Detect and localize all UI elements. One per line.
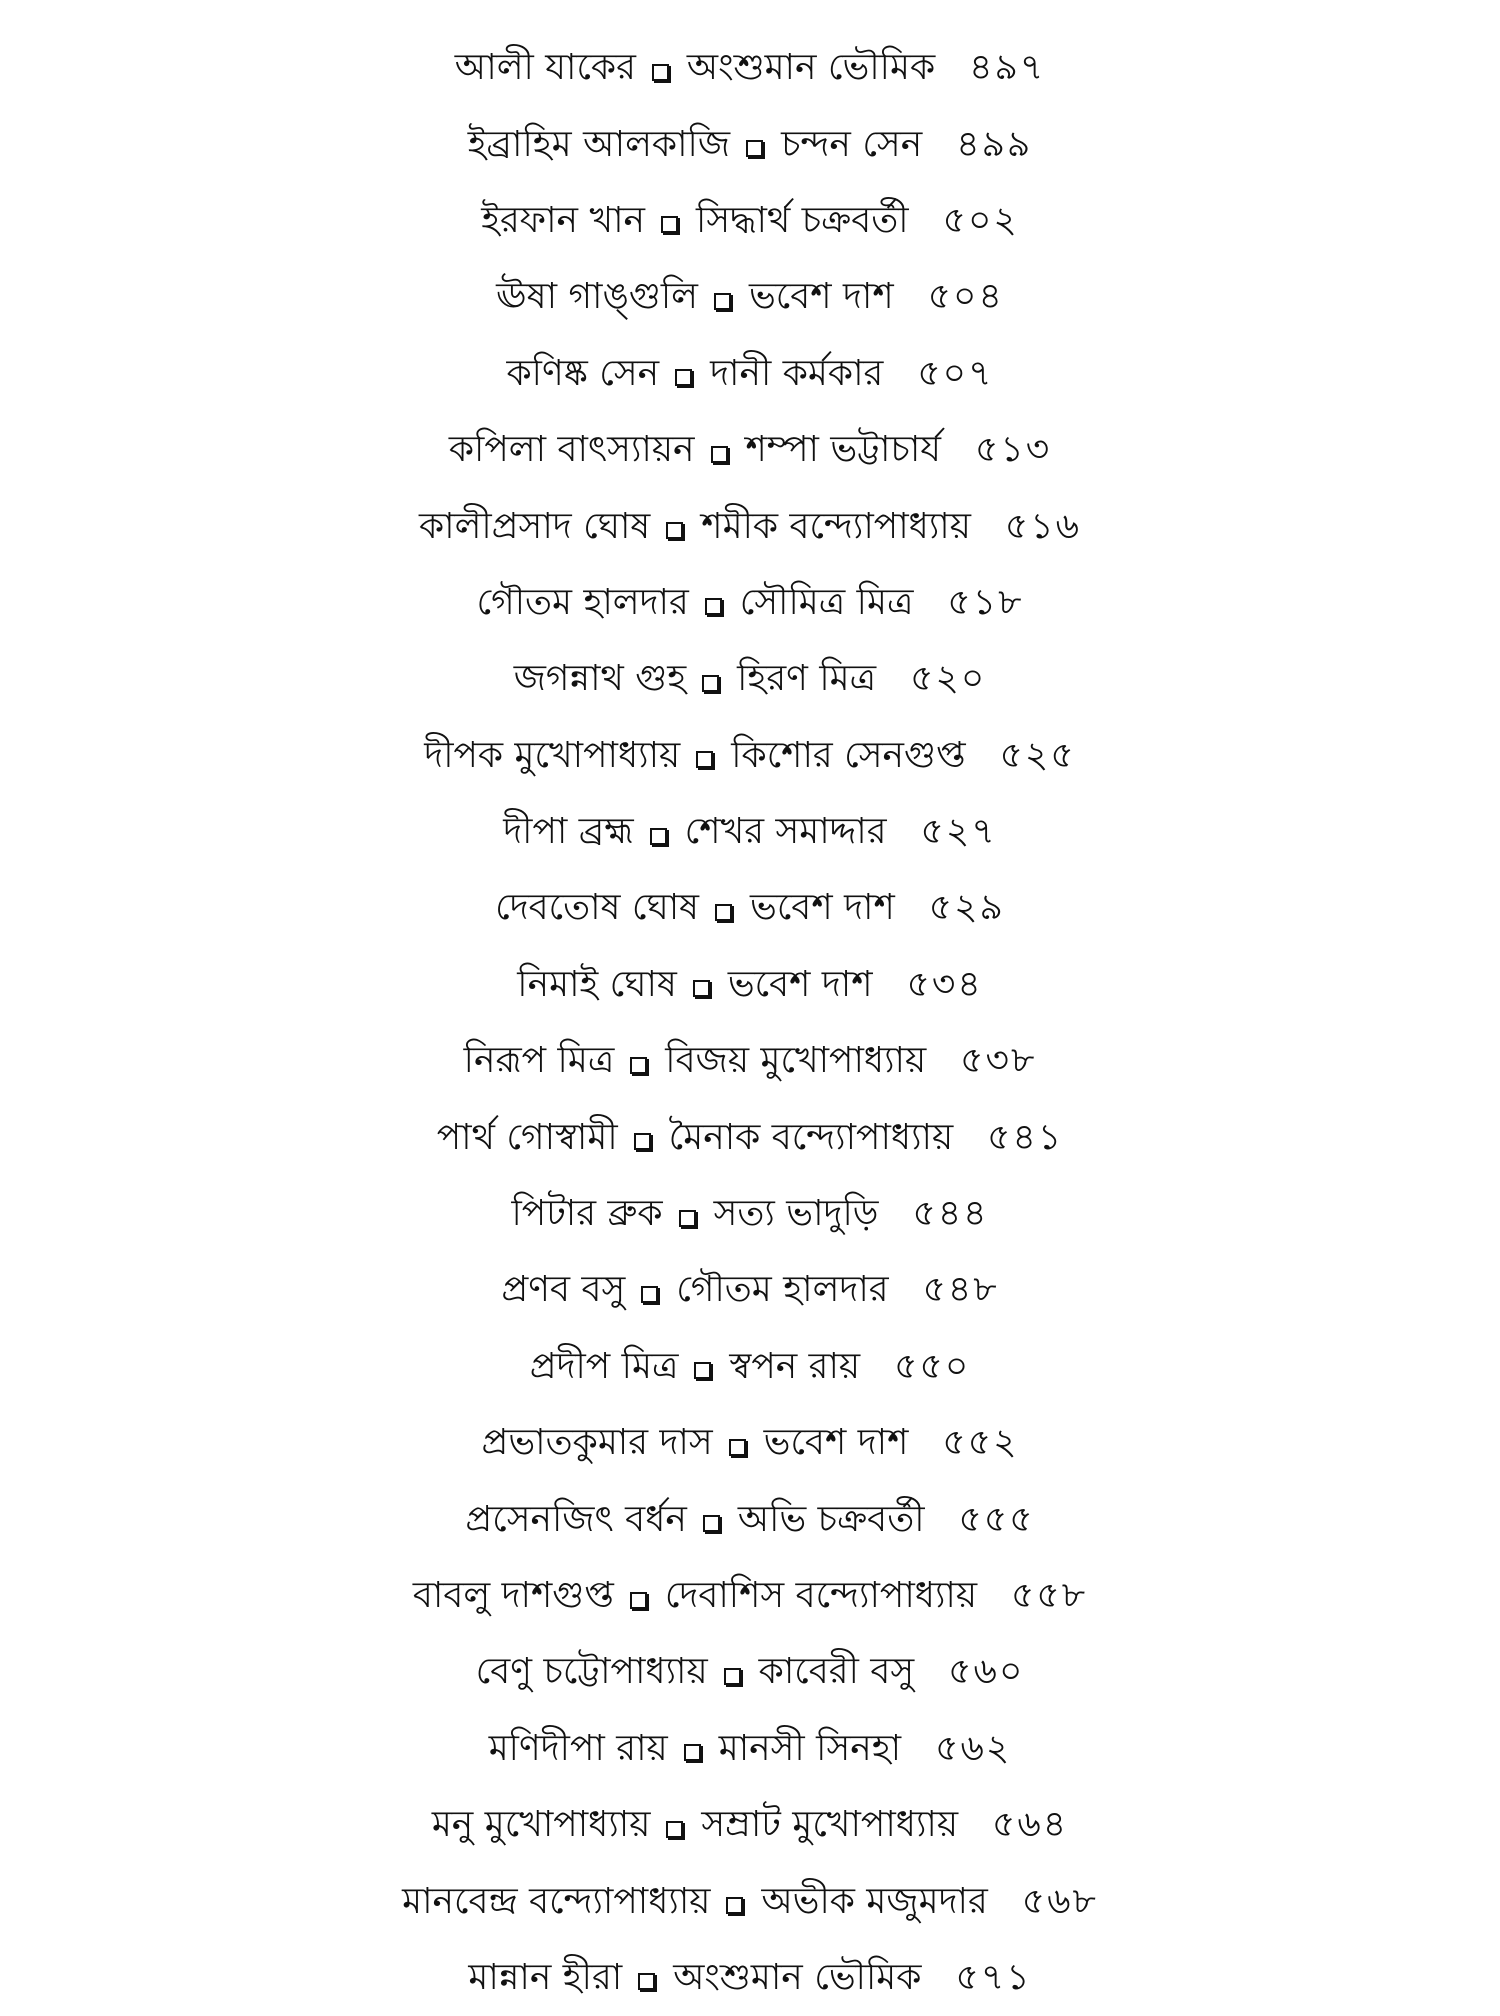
square-bullet-icon	[729, 1439, 746, 1456]
entry-author: অভি চক্রবর্তী	[737, 1498, 925, 1540]
entry-author: শমীক বন্দ্যোপাধ্যায়	[701, 505, 971, 547]
toc-entry	[0, 1787, 1500, 1863]
entry-page-number: ৫৩৪	[906, 963, 983, 1005]
entry-author: দেবাশিস বন্দ্যোপাধ্যায়	[664, 1575, 978, 1616]
square-bullet-icon	[634, 1133, 651, 1150]
entry-author: ভবেশ দাশ	[750, 887, 895, 929]
entry-subject: ঊষা গাঙ্গুলি	[496, 276, 698, 318]
entry-page-number: ৫২৫	[999, 734, 1076, 776]
toc-entry	[0, 870, 1500, 946]
entry-page-number: ৪৯৯	[956, 123, 1033, 165]
square-bullet-icon	[696, 751, 713, 768]
entry-subject: নিমাই ঘোষ	[517, 963, 677, 1005]
entry-author: ভবেশ দাশ	[727, 963, 873, 1005]
entry-subject: গৌতম হালদার	[476, 581, 689, 623]
entry-page-number: ৫৫৫	[958, 1498, 1035, 1540]
toc-entry	[0, 1329, 1500, 1405]
square-bullet-icon	[726, 1897, 743, 1914]
toc-entry	[0, 794, 1500, 870]
entry-page-number: ৫১৬	[1004, 505, 1082, 547]
toc-entry	[0, 1176, 1500, 1252]
entry-subject: প্রণব বসু	[501, 1269, 626, 1311]
entry-page-number: ৫৪৮	[922, 1269, 999, 1311]
entry-author: মানসী সিনহা	[718, 1727, 902, 1769]
entry-author: হিরণ মিত্র	[737, 658, 877, 700]
toc-entry	[0, 1863, 1500, 1939]
square-bullet-icon	[703, 1515, 720, 1532]
entry-author: সিদ্ধার্থ চক্রবর্তী	[696, 199, 909, 241]
entry-page-number: ৫৪৪	[912, 1193, 989, 1235]
entry-author: অংশুমান ভৌমিক	[673, 1956, 922, 1998]
entry-subject: দীপা ব্রহ্ম	[503, 811, 634, 853]
square-bullet-icon	[641, 1286, 658, 1303]
toc-entry	[0, 1940, 1500, 2016]
entry-author: স্বপন রায়	[729, 1345, 861, 1387]
entry-page-number: ৪৯৭	[969, 47, 1046, 89]
entry-author: সম্রাট মুখোপাধ্যায়	[701, 1804, 959, 1846]
toc-entry	[0, 947, 1500, 1023]
toc-entry	[0, 1252, 1500, 1328]
entry-page-number: ৫৬৮	[1021, 1880, 1098, 1922]
entry-author: বিজয় মুখোপাধ্যায়	[665, 1040, 927, 1082]
square-bullet-icon	[630, 1592, 647, 1609]
entry-author: মৈনাক বন্দ্যোপাধ্যায়	[668, 1116, 954, 1158]
square-bullet-icon	[661, 216, 678, 233]
entry-page-number: ৫২৯	[928, 887, 1005, 929]
entry-page-number: ৫৬২	[935, 1727, 1012, 1769]
entry-author: অভীক মজুমদার	[761, 1880, 988, 1922]
entry-subject: দীপক মুখোপাধ্যায়	[424, 734, 681, 776]
square-bullet-icon	[715, 904, 732, 921]
square-bullet-icon	[705, 598, 722, 615]
entry-author: সত্য ভাদুড়ি	[713, 1193, 879, 1235]
entry-author: কিশোর সেনগুপ্ত	[731, 734, 966, 776]
entry-page-number: ৫৫০	[894, 1345, 971, 1387]
entry-page-number: ৫৫২	[942, 1422, 1019, 1464]
toc-entry	[0, 641, 1500, 717]
table-of-contents	[0, 30, 1500, 2016]
entry-subject: কালীপ্রসাদ ঘোষ	[418, 505, 651, 547]
entry-page-number: ৫৪১	[987, 1116, 1064, 1158]
entry-subject: প্রভাতকুমার দাস	[481, 1422, 713, 1464]
entry-page-number: ৫১৮	[947, 581, 1024, 623]
entry-subject: বাবলু দাশগুপ্ত	[412, 1575, 614, 1616]
entry-page-number: ৫০৭	[917, 352, 994, 394]
toc-entry	[0, 183, 1500, 259]
entry-subject: নিরূপ মিত্র	[463, 1040, 615, 1082]
entry-author: সৌমিত্র মিত্র	[739, 581, 914, 623]
entry-subject: মান্নান হীরা	[468, 1956, 623, 1998]
toc-entry	[0, 1558, 1500, 1634]
toc-entry	[0, 1099, 1500, 1175]
entry-author: শম্পা ভট্টাচার্য	[745, 429, 942, 471]
entry-subject: পার্থ গোস্বামী	[436, 1116, 618, 1158]
entry-subject: কণিষ্ক সেন	[506, 352, 660, 394]
square-bullet-icon	[630, 1057, 647, 1074]
square-bullet-icon	[650, 828, 667, 845]
entry-subject: কপিলা বাৎস্যায়ন	[448, 429, 695, 471]
entry-subject: মনু মুখোপাধ্যায়	[431, 1804, 651, 1846]
entry-page-number: ৫০৪	[927, 276, 1004, 318]
entry-author: অংশুমান ভৌমিক	[686, 47, 936, 89]
entry-subject: মানবেন্দ্র বন্দ্যোপাধ্যায়	[402, 1880, 711, 1922]
entry-page-number: ৫৩৮	[960, 1040, 1037, 1082]
toc-entry	[0, 718, 1500, 794]
entry-subject: দেবতোষ ঘোষ	[495, 887, 700, 929]
square-bullet-icon	[666, 1821, 683, 1838]
entry-subject: পিটার ব্রুক	[511, 1193, 663, 1235]
entry-subject: বেণু চট্টোপাধ্যায়	[475, 1651, 708, 1693]
toc-entry	[0, 1634, 1500, 1710]
entry-subject: জগন্নাথ গুহ	[513, 658, 687, 700]
toc-entry	[0, 1711, 1500, 1787]
entry-subject: প্রদীপ মিত্র	[529, 1345, 679, 1387]
toc-entry	[0, 412, 1500, 488]
toc-entry	[0, 259, 1500, 335]
entry-author: চন্দন সেন	[781, 123, 923, 165]
square-bullet-icon	[724, 1668, 741, 1685]
entry-subject: ইরফান খান	[481, 199, 646, 241]
toc-entry	[0, 1481, 1500, 1557]
entry-author: দানী কর্মকার	[710, 352, 884, 394]
square-bullet-icon	[652, 64, 669, 81]
entry-author: শেখর সমাদ্দার	[684, 811, 887, 853]
toc-entry	[0, 1405, 1500, 1481]
toc-entry	[0, 1023, 1500, 1099]
toc-entry	[0, 488, 1500, 564]
entry-page-number: ৫০২	[942, 199, 1019, 241]
toc-entry	[0, 30, 1500, 106]
entry-page-number: ৫৫৮	[1011, 1575, 1088, 1616]
square-bullet-icon	[711, 446, 728, 463]
entry-page-number: ৫২০	[910, 658, 987, 700]
square-bullet-icon	[675, 369, 692, 386]
entry-page-number: ৫৬০	[948, 1651, 1025, 1693]
entry-page-number: ৫২৭	[920, 811, 997, 853]
square-bullet-icon	[714, 293, 731, 310]
toc-entry	[0, 565, 1500, 641]
entry-author: ভবেশ দাশ	[763, 1422, 909, 1464]
entry-subject: আলী যাকের	[454, 47, 636, 89]
square-bullet-icon	[684, 1744, 701, 1761]
entry-subject: ইব্রাহিম আলকাজি	[467, 123, 731, 165]
entry-author: কাবেরী বসু	[758, 1651, 915, 1693]
square-bullet-icon	[693, 980, 710, 997]
square-bullet-icon	[679, 1210, 696, 1227]
toc-entry	[0, 106, 1500, 182]
entry-page-number: ৫১৩	[975, 429, 1052, 471]
entry-subject: প্রসেনজিৎ বর্ধন	[465, 1498, 687, 1540]
entry-page-number: ৫৭১	[955, 1956, 1032, 1998]
entry-author: ভবেশ দাশ	[748, 276, 894, 318]
entry-subject: মণিদীপা রায়	[488, 1727, 668, 1769]
square-bullet-icon	[638, 1973, 655, 1990]
square-bullet-icon	[746, 140, 763, 157]
square-bullet-icon	[702, 675, 719, 692]
square-bullet-icon	[694, 1362, 711, 1379]
entry-page-number: ৫৬৪	[992, 1804, 1069, 1846]
toc-entry	[0, 336, 1500, 412]
square-bullet-icon	[666, 522, 683, 539]
entry-author: গৌতম হালদার	[676, 1269, 889, 1311]
